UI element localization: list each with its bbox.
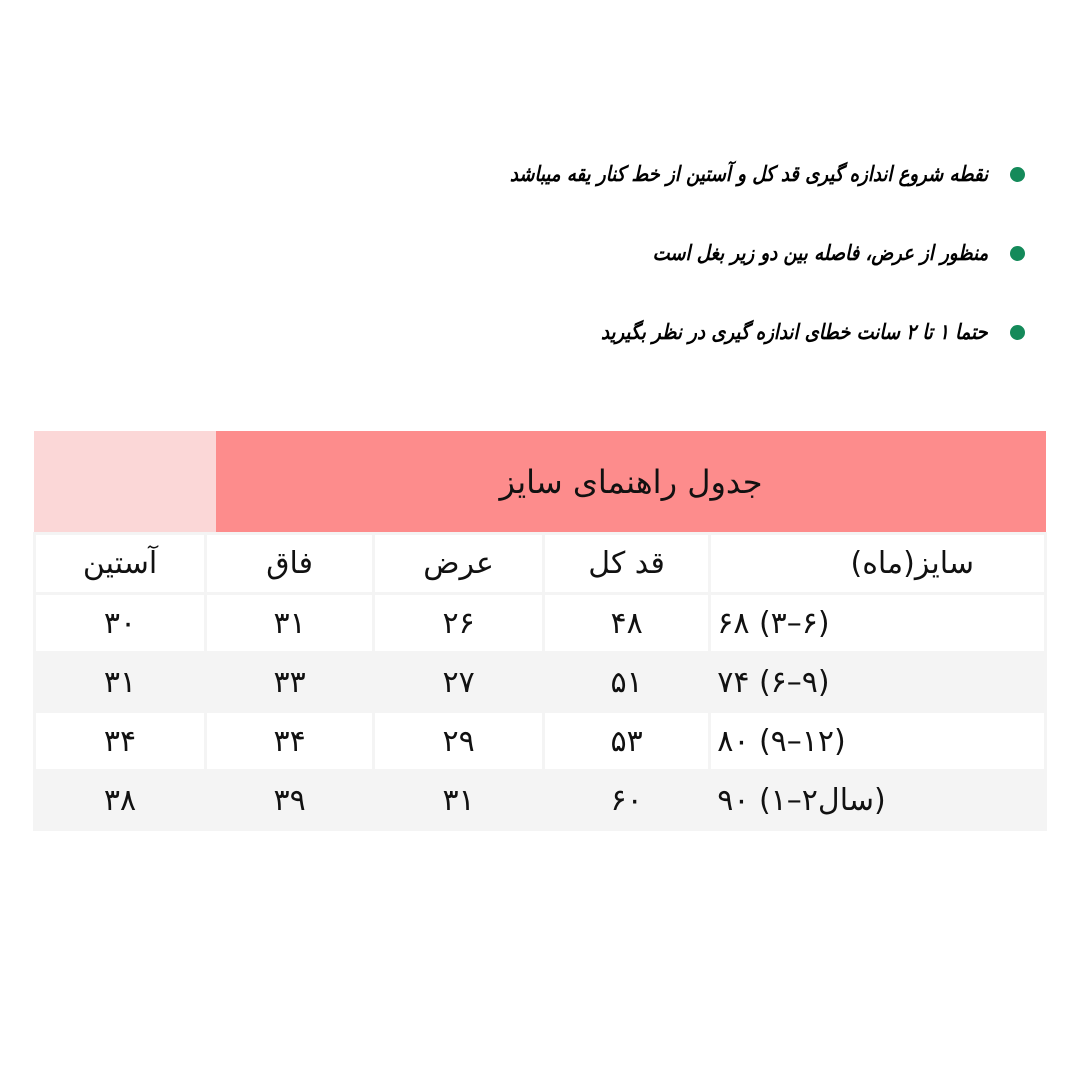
header-sleeve: آستین — [36, 535, 204, 592]
cell-size: ۸۰ (۹–۱۲) — [711, 713, 1044, 769]
cell-sleeve: ۳۰ — [36, 595, 204, 651]
cell-length: ۶۰ — [545, 772, 708, 828]
note-item — [325, 150, 1025, 198]
cell-width: ۲۷ — [375, 654, 542, 710]
size-guide-table — [34, 431, 1046, 831]
cell-width: ۲۹ — [375, 713, 542, 769]
cell-width: ۲۶ — [375, 595, 542, 651]
table-row — [36, 772, 1044, 828]
table-title: جدول راهنمای سایز — [216, 431, 1046, 532]
cell-length: ۴۸ — [545, 595, 708, 651]
cell-size: ۹۰ (۱–۲سال) — [711, 772, 1044, 828]
bullet-dot-icon — [1010, 246, 1025, 261]
cell-length: ۵۱ — [545, 654, 708, 710]
header-width: عرض — [375, 535, 542, 592]
table-title-row — [34, 431, 1046, 532]
note-item — [325, 229, 1025, 277]
size-table — [33, 532, 1047, 831]
note-item — [325, 308, 1025, 356]
cell-size: ۶۸ (۳–۶) — [711, 595, 1044, 651]
cell-sleeve: ۳۴ — [36, 713, 204, 769]
title-blank-cell — [34, 431, 216, 532]
header-length: قد کل — [545, 535, 708, 592]
note-text: نقطه شروع اندازه گیری قد کل و آستین از خط کنار یقه میباشد — [509, 162, 988, 186]
bullet-dot-icon — [1010, 325, 1025, 340]
note-text: حتما ۱ تا ۲ سانت خطای اندازه گیری در نظر بگیرید — [601, 320, 988, 344]
notes-list — [325, 150, 1025, 387]
header-size: سایز(ماه) — [711, 535, 1044, 592]
cell-crotch: ۳۳ — [207, 654, 372, 710]
header-crotch: فاق — [207, 535, 372, 592]
cell-sleeve: ۳۸ — [36, 772, 204, 828]
table-row — [36, 595, 1044, 651]
cell-width: ۳۱ — [375, 772, 542, 828]
cell-crotch: ۳۴ — [207, 713, 372, 769]
cell-sleeve: ۳۱ — [36, 654, 204, 710]
cell-size: ۷۴ (۶–۹) — [711, 654, 1044, 710]
cell-crotch: ۳۹ — [207, 772, 372, 828]
table-header-row — [36, 535, 1044, 592]
cell-length: ۵۳ — [545, 713, 708, 769]
cell-crotch: ۳۱ — [207, 595, 372, 651]
table-row — [36, 654, 1044, 710]
table-row — [36, 713, 1044, 769]
bullet-dot-icon — [1010, 167, 1025, 182]
note-text: منظور از عرض، فاصله بین دو زیر بغل است — [652, 241, 988, 265]
